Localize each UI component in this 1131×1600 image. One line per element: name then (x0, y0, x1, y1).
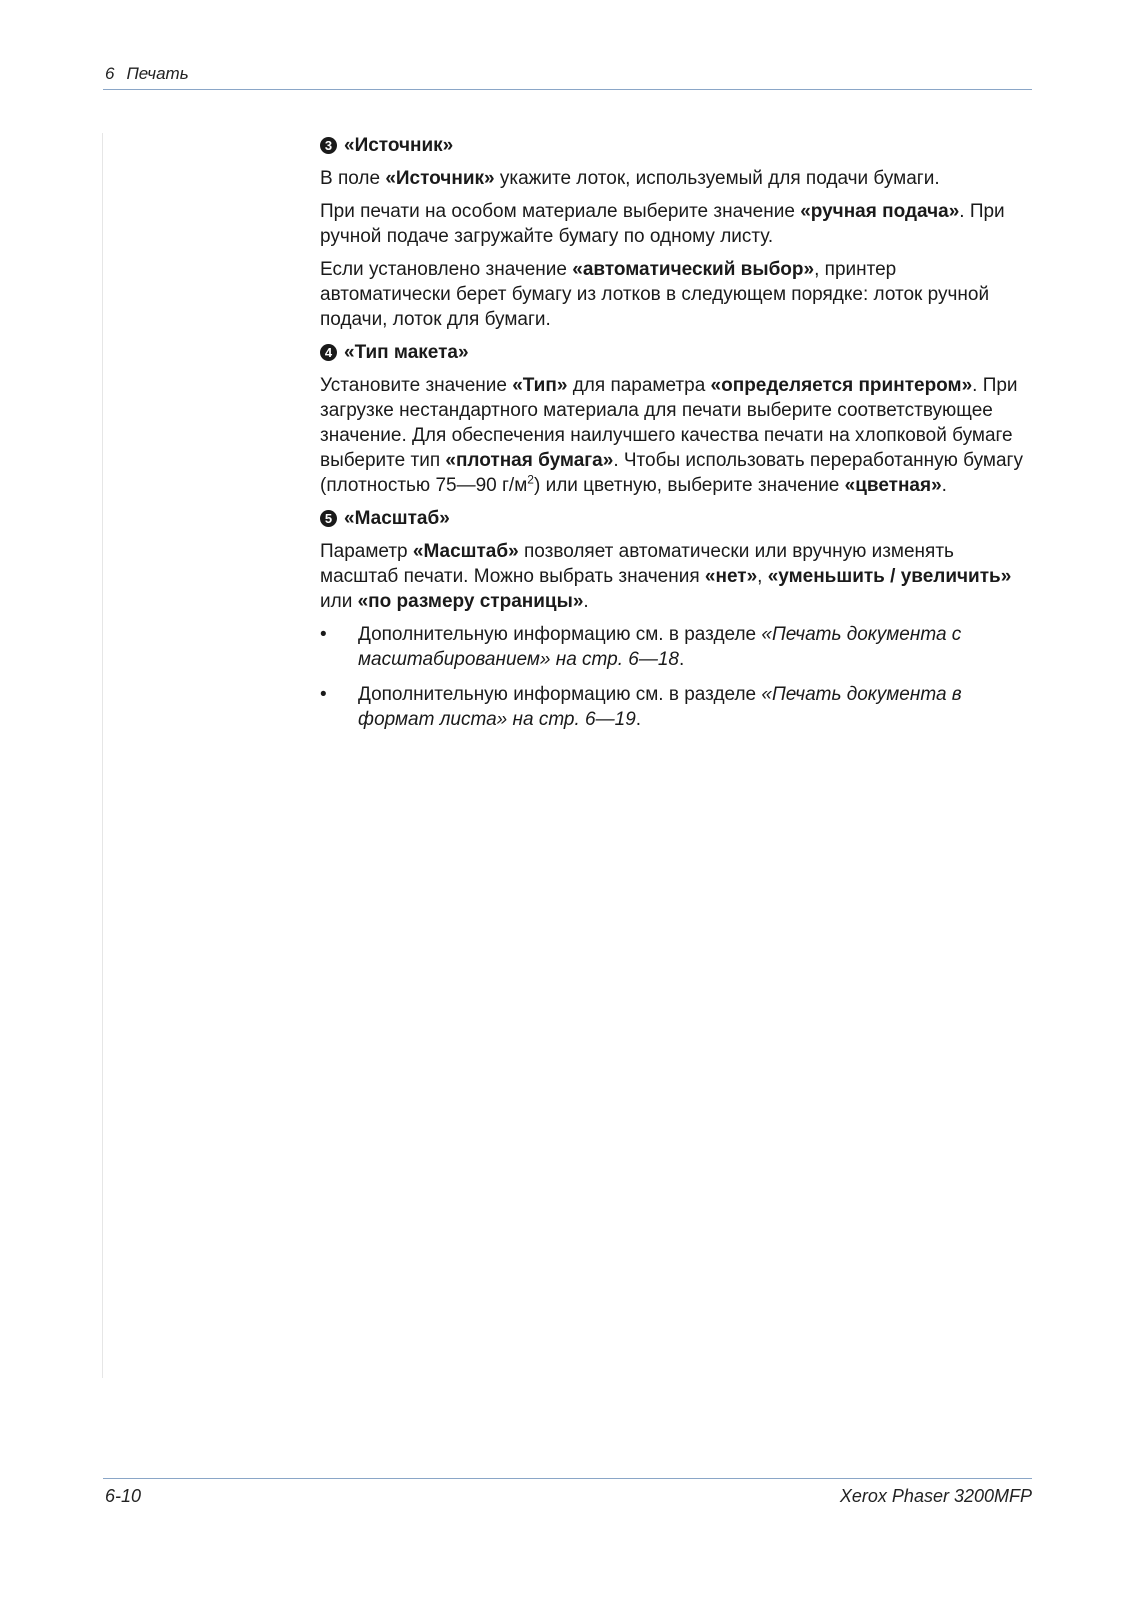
paragraph: В поле «Источник» укажите лоток, используемый для подачи бумаги. (320, 168, 940, 189)
bold-term: «плотная бумага» (445, 450, 614, 471)
section-title: «Тип макета» (344, 342, 469, 363)
bold-term: «цветная» (844, 475, 942, 496)
circled-number-3-icon: 3 (320, 137, 337, 154)
list-item: • Дополнительную информацию см. в разделе «Печать документа в формат листа» на стр. 6—19. (320, 684, 962, 730)
section-heading-source (320, 133, 1032, 158)
paragraph: Если установлено значение «автоматический выбор», принтер автоматически берет бумагу из лотков в следующем порядке: лоток ручной подачи, лоток для бумаги. (320, 259, 990, 330)
bold-term: «определяется принтером» (710, 375, 973, 396)
cross-reference-link[interactable]: «Печать документа с масштабированием» на стр. 6—18 (358, 624, 962, 670)
bullet-icon: • (320, 624, 327, 645)
bold-term: «Источник» (385, 168, 495, 189)
cross-reference-link[interactable]: «Печать документа в формат листа» на стр. 6—19 (358, 684, 962, 730)
bold-term: «нет» (704, 566, 758, 587)
bold-term: «Тип» (512, 375, 568, 396)
header-divider (103, 89, 1032, 90)
list-item: • Дополнительную информацию см. в разделе «Печать документа с масштабированием» на стр. 6—18. (320, 624, 962, 670)
page-number: 6-10 (105, 1486, 142, 1506)
circled-number-4-icon: 4 (320, 344, 337, 361)
margin-divider (102, 133, 103, 1378)
bold-term: «по размеру страницы» (357, 591, 584, 612)
product-name: Xerox Phaser 3200MFP (839, 1486, 1032, 1506)
bold-term: «Масштаб» (412, 541, 519, 562)
circled-number-5-icon: 5 (320, 510, 337, 527)
running-header (105, 64, 189, 84)
bold-term: «ручная подача» (800, 201, 960, 222)
bullet-icon: • (320, 684, 327, 705)
paragraph: При печати на особом материале выберите значение «ручная подача». При ручной подаче загружайте бумагу по одному листу. (320, 201, 1005, 247)
bold-term: «автоматический выбор» (572, 259, 815, 280)
paragraph: Параметр «Масштаб» позволяет автоматически или вручную изменять масштаб печати. Можно выбрать значения «нет», «уменьшить / увеличить» или «по размеру страницы». (320, 541, 1012, 612)
section-title: «Масштаб» (344, 508, 450, 529)
bullet-list (320, 622, 1032, 732)
section-heading-type (320, 340, 1032, 365)
superscript: 2 (527, 472, 534, 487)
footer-divider (103, 1478, 1032, 1479)
page-content (320, 133, 1032, 742)
bold-term: «уменьшить / увеличить» (767, 566, 1012, 587)
section-title: «Источник» (344, 135, 454, 156)
paragraph: Установите значение «Тип» для параметра «определяется принтером». При загрузке нестандартного материала для печати выберите соответствующее значение. Для обеспечения наилучшего качества печати на хлопковой бумаге выберите тип «плотная бумага». Чтобы использовать переработанную бумагу (плотностью 75—90 $г/м^2$) или цветную, выберите значение «цветная». (320, 375, 1023, 496)
section-heading-scale (320, 506, 1032, 531)
chapter-title: Печать (126, 64, 189, 83)
chapter-number: 6 (105, 64, 115, 83)
